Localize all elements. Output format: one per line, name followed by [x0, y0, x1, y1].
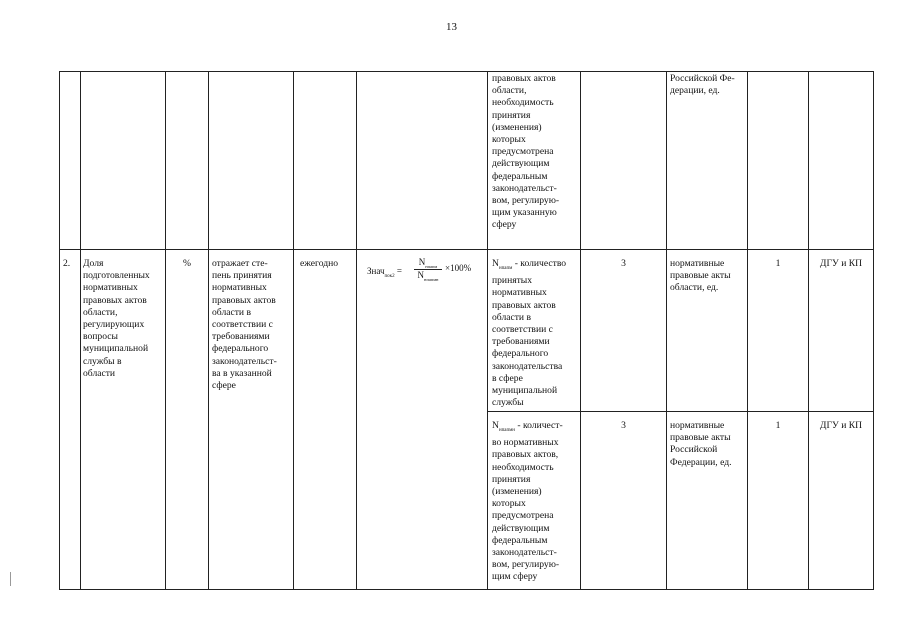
column-divider — [808, 71, 809, 590]
unit-of-measure: % — [183, 258, 191, 269]
column-divider — [356, 71, 357, 590]
table-border — [59, 71, 60, 590]
formula-multiplier: ×100% — [445, 263, 472, 273]
column-divider — [487, 71, 488, 590]
responsible-body: ДГУ и КП — [819, 420, 863, 431]
row-divider — [59, 249, 874, 250]
column-divider — [580, 71, 581, 590]
table-border — [873, 71, 874, 590]
calculation-method: 3 — [621, 420, 626, 431]
calculation-method: 3 — [621, 258, 626, 269]
data-source-unit: нормативные правовые акты Российской Федерации, ед. — [670, 420, 732, 468]
column-divider — [80, 71, 81, 590]
column-divider — [747, 71, 748, 590]
description-cell: правовых актов области, необходимость принятия (изменения) которых предусмотрена действующим федеральным законодательст- вом, регулирую- щим указанную сферу — [492, 73, 560, 231]
variable-definition: $N_{нпапм}$ - количество принятых нормативных правовых актов области в соответствии с требованиями федерального законодательства в сфере муниципальной службы — [492, 258, 567, 409]
column-divider — [293, 71, 294, 590]
data-source-unit: нормативные правовые акты области, ед. — [670, 258, 731, 294]
indicator-name: Доля подготовленных нормативных правовых актов области, регулирующих вопросы муниципальной службы в области — [83, 258, 150, 379]
row-number: 2. — [63, 258, 71, 269]
indicator-meaning: отражает сте- пень принятия нормативных правовых актов области в соответствии с требованиями федерального законодательст- ва в указанной сфере — [212, 258, 277, 392]
formula-denominator: $N_{нпапмн}$ — [417, 270, 439, 282]
periodicity: ежегодно — [300, 258, 339, 269]
column-divider — [165, 71, 166, 590]
row-divider — [487, 411, 874, 412]
responsible-number: 1 — [775, 420, 781, 431]
page-number: 13 — [446, 21, 457, 33]
table-border — [59, 589, 874, 590]
responsible-body: ДГУ и КП — [819, 258, 863, 269]
column-divider — [666, 71, 667, 590]
variable-definition: $N_{нпапмн}$ - количест- во нормативных правовых актов, необходимость принятия (изменения) которых предусмотрена действующим федеральным законодательст- вом, регулирую- щим сферу — [492, 420, 563, 583]
calculation-formula — [367, 257, 477, 287]
formula-lhs: Знач$_{пок2}$ = — [367, 266, 402, 279]
formula-numerator: $N_{нпапм}$ — [418, 257, 438, 269]
column-divider — [208, 71, 209, 590]
unit-cell: Российской Фе- дерации, ед. — [670, 73, 735, 97]
scan-margin-mark — [10, 572, 13, 586]
table-border — [59, 71, 874, 72]
responsible-number: 1 — [775, 258, 781, 269]
